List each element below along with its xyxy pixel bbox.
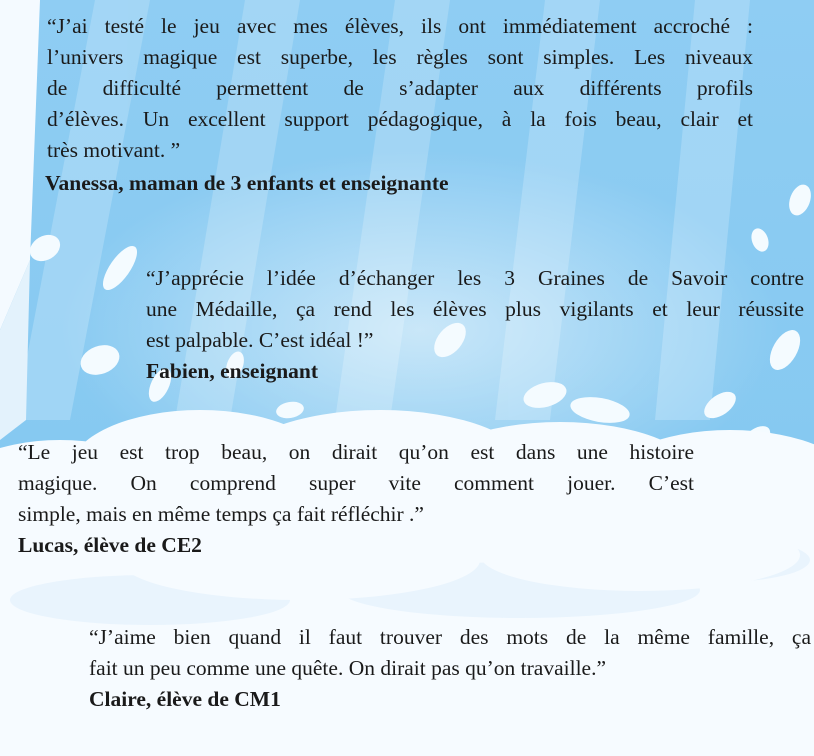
testimonial-vanessa	[47, 11, 753, 199]
quote-line: “J’aime bien quand il faut trouver des mots de la même famille, ça	[89, 625, 811, 649]
testimonial-author: Lucas, élève de CE2	[18, 533, 202, 557]
quote-line: de difficulté permettent de s’adapter aux différents profils	[47, 76, 753, 100]
quote-line: “J’apprécie l’idée d’échanger les 3 Graines de Savoir contre	[146, 266, 804, 290]
testimonial-fabien	[146, 263, 804, 387]
quote-line: une Médaille, ça rend les élèves plus vigilants et leur réussite	[146, 297, 804, 321]
quote-line: “Le jeu est trop beau, on dirait qu’on est dans une histoire	[18, 440, 694, 464]
testimonial-claire	[89, 622, 811, 715]
testimonial-author: Fabien, enseignant	[146, 359, 319, 383]
quote-line: fait un peu comme une quête. On dirait pas qu’on travaille.”	[89, 656, 607, 680]
quote-line: est palpable. C’est idéal !”	[146, 328, 374, 352]
quote-line: magique. On comprend super vite comment jouer. C’est	[18, 471, 694, 495]
quote-line: simple, mais en même temps ça fait réfléchir .”	[18, 502, 424, 526]
quote-line: l’univers magique est superbe, les règles sont simples. Les niveaux	[47, 45, 753, 69]
testimonial-author: Vanessa, maman de 3 enfants et enseignante	[45, 171, 449, 195]
testimonial-lucas	[18, 437, 694, 561]
quote-line: “J’ai testé le jeu avec mes élèves, ils ont immédiatement accroché :	[47, 14, 753, 38]
quote-line: très motivant. ”	[47, 138, 181, 162]
quote-line: d’élèves. Un excellent support pédagogique, à la fois beau, clair et	[47, 107, 753, 131]
testimonial-author: Claire, élève de CM1	[89, 687, 281, 711]
